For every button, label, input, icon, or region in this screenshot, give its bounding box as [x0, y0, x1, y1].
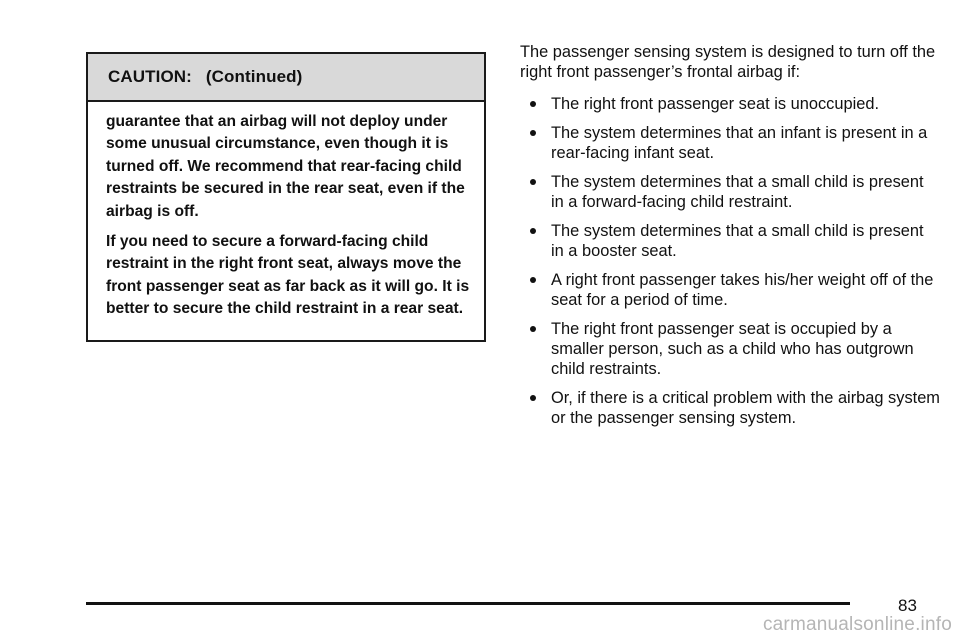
bullet-icon: [530, 277, 536, 283]
bullet-icon: [530, 326, 536, 332]
list-item: The system determines that a small child is present in a forward-facing child restraint.: [520, 172, 940, 212]
list-item: Or, if there is a critical problem with the airbag system or the passenger sensing system.: [520, 388, 940, 428]
list-item: A right front passenger takes his/her weight off of the seat for a period of time.: [520, 270, 940, 310]
caution-paragraph: If you need to secure a forward-facing child restraint in the right front seat, always move the front passenger seat as far back as it will go. It is better to secure the child restraint in a rear seat.: [106, 233, 470, 318]
caution-label: CAUTION:: [108, 67, 192, 86]
bullet-icon: [530, 395, 536, 401]
caution-header: [88, 54, 484, 102]
caution-box: [86, 52, 486, 342]
condition-list: [520, 94, 940, 428]
intro-paragraph: The passenger sensing system is designed to turn off the right front passenger’s frontal airbag if:: [520, 43, 936, 81]
bullet-icon: [530, 101, 536, 107]
list-item: The system determines that a small child is present in a booster seat.: [520, 221, 940, 261]
bullet-icon: [530, 179, 536, 185]
footer-rule: [86, 602, 850, 605]
caution-body: [88, 102, 484, 321]
list-item: The system determines that an infant is present in a rear-facing infant seat.: [520, 123, 940, 163]
caution-continued: (Continued): [205, 67, 303, 86]
caution-paragraph: guarantee that an airbag will not deploy under some unusual circumstance, even though it is turned off. We recommend that rear-facing child restraints be secured in the rear seat, even if the airbag is off.: [106, 113, 465, 220]
watermark: carmanualsonline.info: [762, 614, 952, 635]
bullet-icon: [530, 130, 536, 136]
bullet-icon: [530, 228, 536, 234]
page-number: 83: [898, 596, 917, 615]
list-item: The right front passenger seat is occupied by a smaller person, such as a child who has outgrown child restraints.: [520, 319, 940, 379]
main-text-column: [520, 42, 940, 437]
list-item: The right front passenger seat is unoccupied.: [520, 94, 940, 114]
